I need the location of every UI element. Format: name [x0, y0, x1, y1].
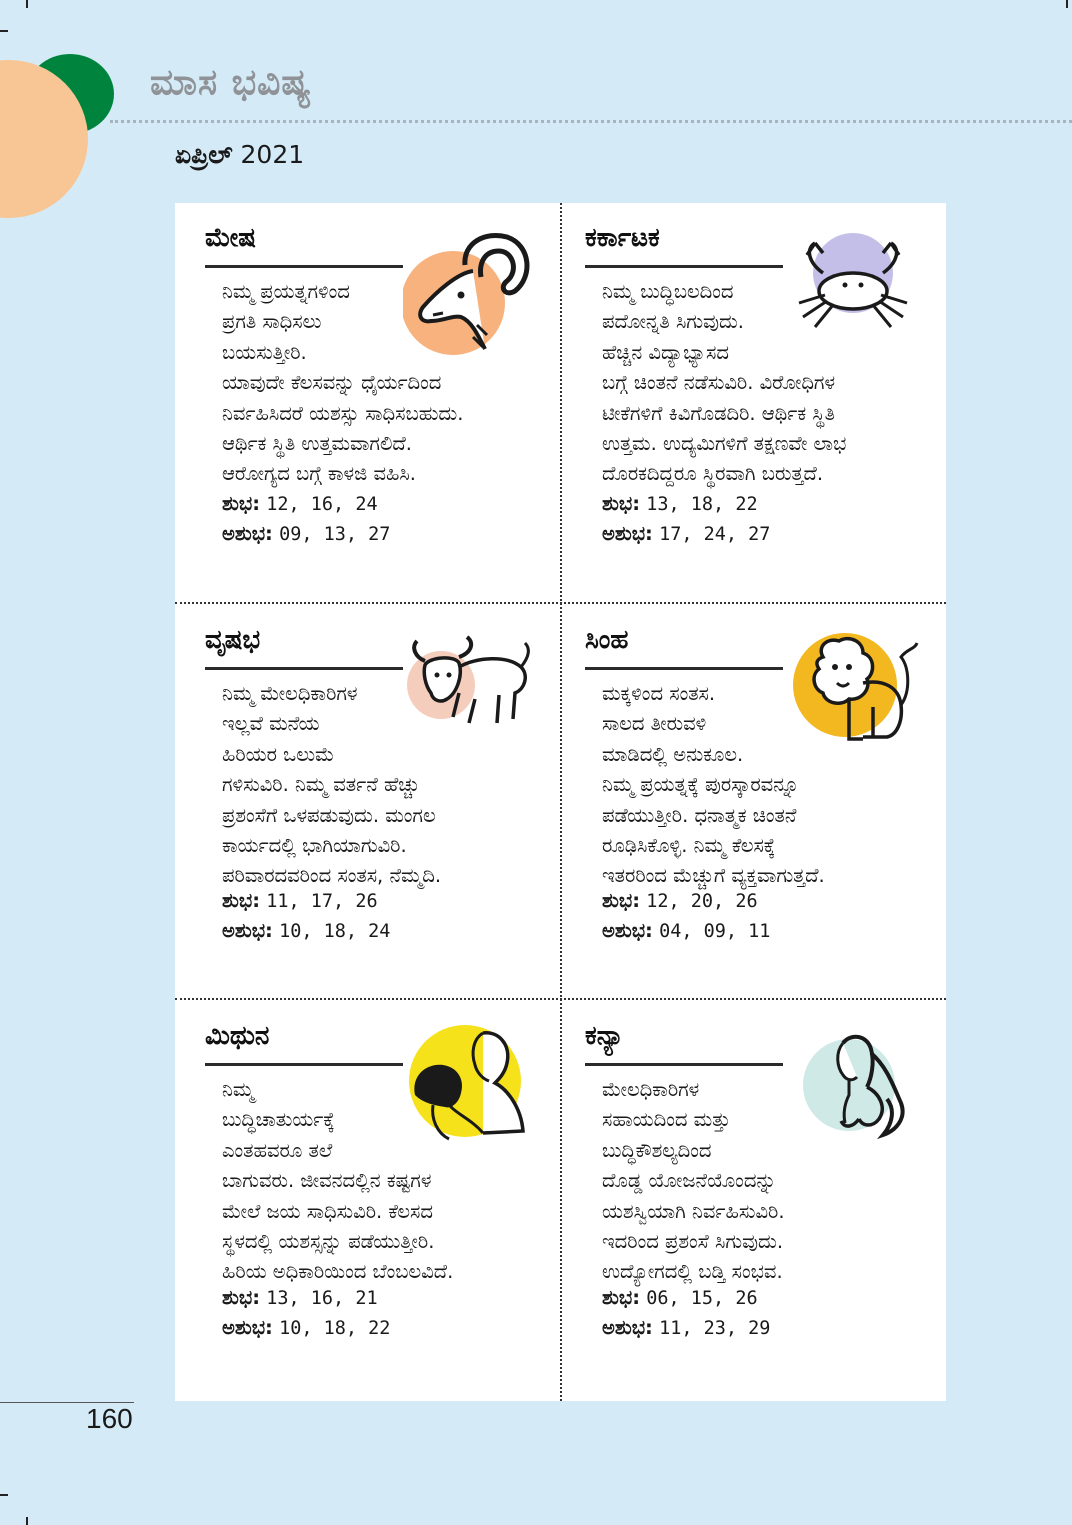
ashubha-label: ಅಶುಭ:: [602, 522, 653, 545]
prediction-text: [602, 277, 922, 490]
shubha-dates: [222, 1283, 378, 1314]
prediction-line: ಗಳಿಸುವಿರಿ. ನಿಮ್ಮ ವರ್ತನೆ ಹೆಚ್ಚು: [222, 773, 420, 797]
ashubha-label: ಅಶುಭ:: [602, 1316, 653, 1339]
shubha-values: 12, 20, 26: [646, 891, 758, 912]
prediction-line: ನಿಮ್ಮ ಮೇಲಧಿಕಾರಿಗಳ: [222, 682, 358, 705]
ashubha-label: ಅಶುಭ:: [222, 1316, 273, 1339]
prediction-line: ಇಲ್ಲವೆ ಮನೆಯ: [222, 712, 320, 736]
ashubha-label: ಅಶುಭ:: [222, 522, 273, 545]
crop-mark: [0, 30, 8, 32]
title-underline: [205, 1063, 403, 1066]
shubha-dates: [222, 489, 378, 520]
prediction-line: ಮಾಡಿದಲ್ಲಿ ಅನುಕೂಲ.: [602, 742, 744, 766]
prediction-line: ಯಶಸ್ವಿಯಾಗಿ ನಿರ್ವಹಿಸುವಿರಿ.: [602, 1199, 785, 1223]
prediction-line: ಸಹಾಯದಿಂದ ಮತ್ತು: [602, 1108, 731, 1132]
title-underline: [585, 667, 783, 670]
prediction-line: ಉದ್ಯೋಗದಲ್ಲಿ ಬಡ್ತಿ ಸಂಭವ.: [602, 1260, 783, 1284]
ashubha-values: 10, 18, 22: [279, 1318, 391, 1339]
ashubha-dates: [222, 916, 390, 947]
prediction-line: ನಿಮ್ಮ ಬುದ್ಧಿಬಲದಿಂದ: [602, 280, 734, 303]
sign-card-simha: [555, 605, 900, 980]
ashubha-dates: [602, 1313, 770, 1344]
prediction-line: ನಿಮ್ಮ: [222, 1078, 255, 1101]
sign-title: ಕನ್ಯಾ: [585, 1021, 624, 1051]
prediction-line: ಬುದ್ಧಿಚಾತುರ್ಯಕ್ಕೆ: [222, 1108, 335, 1132]
sign-card-mesha: [175, 203, 520, 578]
prediction-line: ರೂಢಿಸಿಕೊಳ್ಳಿ. ನಿಮ್ಮ ಕೆಲಸಕ್ಕೆ: [602, 834, 776, 858]
shubha-label: ಶುಭ:: [222, 492, 261, 515]
prediction-line: ಪರಿವಾರದವರಿಂದ ಸಂತಸ, ನೆಮ್ಮದಿ.: [222, 864, 442, 888]
prediction-line: ನಿರ್ವಹಿಸಿದರೆ ಯಶಸ್ಸು ಸಾಧಿಸಬಹುದು.: [222, 401, 464, 425]
prediction-line: ಟೀಕೆಗಳಿಗೆ ಕಿವಿಗೊಡದಿರಿ. ಆರ್ಥಿಕ ಸ್ಥಿತಿ: [602, 401, 835, 425]
sign-title: ಕರ್ಕಾಟಕ: [585, 223, 660, 253]
shubha-values: 11, 17, 26: [266, 891, 378, 912]
shubha-label: ಶುಭ:: [222, 889, 261, 912]
prediction-line: ಬಾಗುವರು. ಜೀವನದಲ್ಲಿನ ಕಷ್ಟಗಳ: [222, 1169, 432, 1193]
section-title: ಮಾಸ ಭವಿಷ್ಯ: [150, 62, 312, 103]
prediction-line: ಪ್ರಶಂಸೆಗೆ ಒಳಪಡುವುದು. ಮಂಗಲ: [222, 803, 436, 827]
prediction-line: ಇತರರಿಂದ ಮೆಚ್ಚುಗೆ ವ್ಯಕ್ತವಾಗುತ್ತದೆ.: [602, 864, 825, 888]
prediction-line: ಹೆಚ್ಚಿನ ವಿದ್ಯಾಭ್ಯಾಸದ: [602, 340, 729, 364]
prediction-line: ಇದರಿಂದ ಪ್ರಶಂಸೆ ಸಿಗುವುದು.: [602, 1230, 784, 1254]
shubha-dates: [602, 886, 758, 917]
title-underline: [585, 1063, 783, 1066]
row-divider: [175, 602, 946, 604]
page-number: 160: [86, 1403, 133, 1434]
title-underline: [585, 265, 783, 268]
prediction-line: ಯಾವುದೇ ಕೆಲಸವನ್ನು ಧೈರ್ಯದಿಂದ: [222, 371, 442, 395]
prediction-text: [602, 1075, 922, 1288]
sign-title: ಸಿಂಹ: [585, 625, 629, 655]
prediction-line: ಹಿರಿಯರ ಒಲುಮೆ: [222, 742, 335, 766]
ashubha-values: 04, 09, 11: [659, 921, 771, 942]
shubha-values: 13, 18, 22: [646, 494, 758, 515]
ashubha-values: 09, 13, 27: [279, 524, 391, 545]
title-underline: [205, 265, 403, 268]
shubha-values: 13, 16, 21: [266, 1288, 378, 1309]
prediction-text: [222, 679, 542, 892]
prediction-line: ನಿಮ್ಮ ಪ್ರಯತ್ನಕ್ಕೆ ಪುರಸ್ಕಾರವನ್ನೂ: [602, 773, 800, 797]
prediction-text: [222, 1075, 542, 1288]
crop-mark: [0, 1494, 8, 1496]
prediction-line: ನಿಮ್ಮ ಪ್ರಯತ್ನಗಳಿಂದ: [222, 280, 350, 303]
prediction-line: ಎಂತಹವರೂ ತಲೆ: [222, 1138, 333, 1162]
prediction-line: ದೊರಕದಿದ್ದರೂ ಸ್ಥಿರವಾಗಿ ಬರುತ್ತದೆ.: [602, 462, 824, 486]
prediction-line: ಪದೋನ್ನತಿ ಸಿಗುವುದು.: [602, 310, 744, 334]
shubha-dates: [222, 886, 378, 917]
horoscope-panel: [175, 203, 946, 1401]
shubha-values: 12, 16, 24: [266, 494, 378, 515]
prediction-text: [602, 679, 922, 892]
sign-title: ಮೇಷ: [205, 223, 256, 253]
crop-mark: [26, 0, 28, 8]
prediction-line: ಮೇಲಧಿಕಾರಿಗಳ: [602, 1078, 700, 1101]
crop-mark: [26, 1517, 28, 1525]
prediction-line: ಸ್ಥಳದಲ್ಲಿ ಯಶಸ್ಸನ್ನು ಪಡೆಯುತ್ತೀರಿ.: [222, 1230, 435, 1254]
sign-title: ವೃಷಭ: [205, 625, 261, 655]
prediction-line: ಬುದ್ಧಿಕೌಶಲ್ಯದಿಂದ: [602, 1138, 712, 1162]
month-year: 2021: [240, 140, 305, 169]
title-dotted-rule: [110, 120, 1072, 123]
row-divider: [175, 998, 946, 1000]
prediction-line: ಆರೋಗ್ಯದ ಬಗ್ಗೆ ಕಾಳಜಿ ವಹಿಸಿ.: [222, 462, 416, 486]
title-underline: [205, 667, 403, 670]
ashubha-dates: [602, 916, 770, 947]
shubha-label: ಶುಭ:: [602, 889, 641, 912]
shubha-values: 06, 15, 26: [646, 1288, 758, 1309]
prediction-line: ಆರ್ಥಿಕ ಸ್ಥಿತಿ ಉತ್ತಮವಾಗಲಿದೆ.: [222, 432, 412, 456]
prediction-line: ದೊಡ್ಡ ಯೋಜನೆಯೊಂದನ್ನು: [602, 1169, 777, 1193]
sign-title: ಮಿಥುನ: [205, 1021, 270, 1051]
shubha-label: ಶುಭ:: [602, 492, 641, 515]
prediction-line: ಪ್ರಗತಿ ಸಾಧಿಸಲು: [222, 310, 322, 334]
prediction-line: ಸಾಲದ ತೀರುವಳಿ: [602, 712, 707, 736]
month-name: ಏಪ್ರಿಲ್: [175, 140, 233, 169]
sign-card-kanya: [555, 1001, 900, 1376]
shubha-dates: [602, 489, 758, 520]
prediction-text: [222, 277, 542, 490]
prediction-line: ಮೇಲೆ ಜಯ ಸಾಧಿಸುವಿರಿ. ಕೆಲಸದ: [222, 1199, 433, 1223]
prediction-line: ಪಡೆಯುತ್ತೀರಿ. ಧನಾತ್ಮಕ ಚಿಂತನೆ: [602, 803, 797, 827]
ashubha-values: 10, 18, 24: [279, 921, 391, 942]
prediction-line: ಬಗ್ಗೆ ಚಿಂತನೆ ನಡೆಸುವಿರಿ. ವಿರೋಧಿಗಳ: [602, 371, 836, 395]
ashubha-dates: [222, 1313, 390, 1344]
month-heading: [175, 140, 304, 170]
ashubha-dates: [222, 519, 390, 550]
prediction-line: ಹಿರಿಯ ಅಧಿಕಾರಿಯಿಂದ ಬೆಂಬಲವಿದೆ.: [222, 1260, 454, 1284]
prediction-line: ಬಯಸುತ್ತೀರಿ.: [222, 340, 307, 364]
shubha-dates: [602, 1283, 758, 1314]
ashubha-label: ಅಶುಭ:: [602, 919, 653, 942]
sign-card-mithuna: [175, 1001, 520, 1376]
ashubha-values: 11, 23, 29: [659, 1318, 771, 1339]
ashubha-dates: [602, 519, 770, 550]
prediction-line: ಉತ್ತಮ. ಉದ್ಯಮಿಗಳಿಗೆ ತಕ್ಷಣವೇ ಲಾಭ: [602, 432, 847, 456]
crop-mark: [1066, 0, 1068, 8]
sign-card-karkataka: [555, 203, 900, 578]
prediction-line: ಕಾರ್ಯದಲ್ಲಿ ಭಾಗಿಯಾಗುವಿರಿ.: [222, 834, 407, 858]
sign-card-vrushabha: [175, 605, 520, 980]
ashubha-values: 17, 24, 27: [659, 524, 771, 545]
prediction-line: ಮಕ್ಕಳಿಂದ ಸಂತಸ.: [602, 682, 716, 705]
ashubha-label: ಅಶುಭ:: [222, 919, 273, 942]
shubha-label: ಶುಭ:: [222, 1286, 261, 1309]
shubha-label: ಶುಭ:: [602, 1286, 641, 1309]
